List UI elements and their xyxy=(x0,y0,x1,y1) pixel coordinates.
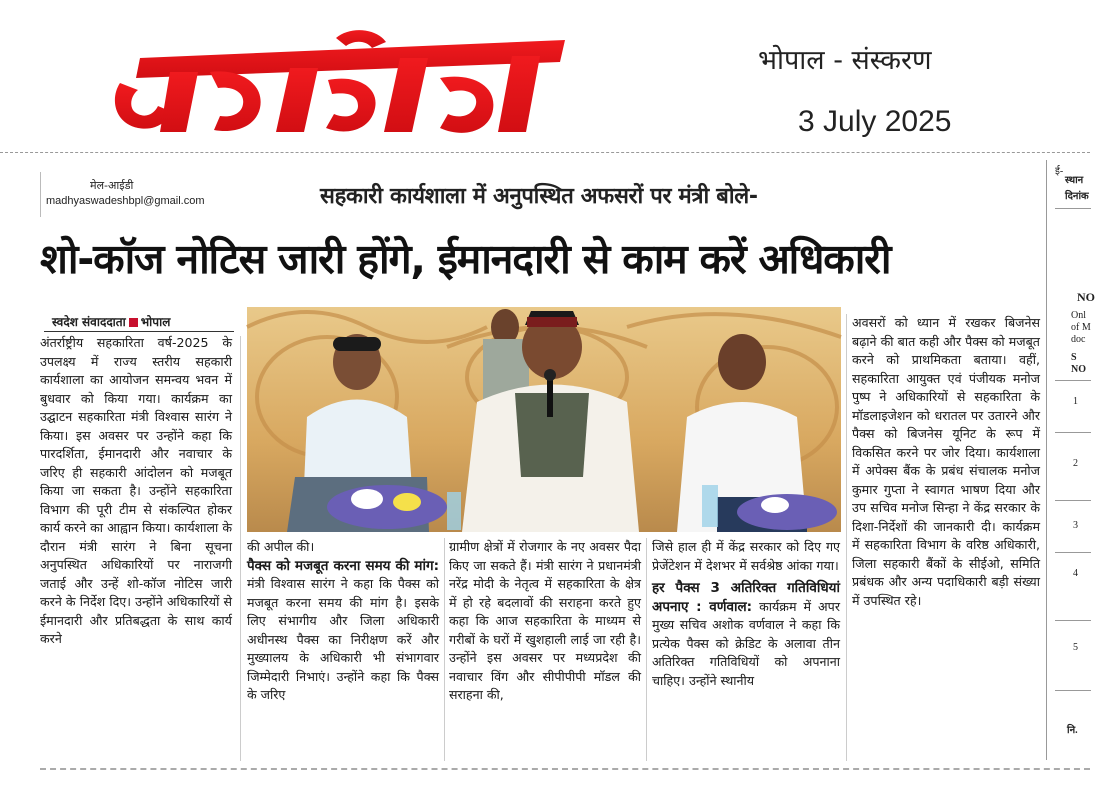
email-box-border xyxy=(40,172,41,217)
article-column-5 xyxy=(852,314,1040,610)
notice-line: Onl xyxy=(1071,310,1086,321)
article-kicker: सहकारी कार्यशाला में अनुपस्थित अफसरों पर मंत्री बोले- xyxy=(320,184,758,209)
article-column-2 xyxy=(247,538,439,705)
notice-ticker: ई- xyxy=(1055,166,1064,177)
byline-name: स्वदेश संवाददाता xyxy=(52,315,126,329)
column-divider xyxy=(240,336,241,761)
column-2-lead: की अपील की। xyxy=(247,539,315,554)
bottom-cut-line xyxy=(40,768,1090,774)
column-1-text: अंतर्राष्ट्रीय सहकारिता वर्ष-2025 के उपलक्ष्य में राज्य स्तरीय सहकारी कार्यशाला का आयोजन समन्वय भवन में बुधवार को किया गया। कार्यक्रम का उद्घाटन सहकारिता मंत्री विश्वास सारंग ने किया। इस अवसर पर उन्होंने कहा कि पारदर्शिता, ईमानदारी और नवाचार के जरिए ही सहकारी आंदोलन को मजबूत किया जा सकता है। उन्होंने सहकारिता विभाग की पूरी टीम से संकल्पित होकर कार्य करने का आह्वान किया। कार्यशाला के दौरान मंत्री सारंग ने बिना सूचना अनुपस्थित अधिकारियों पर नाराजगी जताई और उन्हें शो-कॉज नोटिस जारी करने के निर्देश दिए। उन्होंने अधिकारियों से ईमानदारी और प्रतिबद्धता के साथ कार्य करने xyxy=(40,335,232,646)
article-photo xyxy=(247,307,841,532)
table-row-number: 3 xyxy=(1073,520,1078,531)
byline xyxy=(52,313,170,330)
article-column-3 xyxy=(449,538,641,705)
column-2-text: मंत्री विश्वास सारंग ने कहा कि पैक्स को मजबूत करना समय की मांग है। इसके लिए संभागीय और जिला अधिकारी अधीनस्थ पैक्स का निरीक्षण करें और मुख्यालय के अधिकारी भी संभागवार जिम्मेदारी निभाएं। उन्होंने कहा कि पैक्स के जरिए xyxy=(247,576,439,702)
byline-square-icon xyxy=(129,318,138,327)
table-row-number: 5 xyxy=(1073,642,1078,653)
notice-date: दिनांक xyxy=(1065,191,1089,202)
column-5-text: अवसरों को ध्यान में रखकर बिजनेस बढ़ाने की बात कही और पैक्स को मजबूत करने को प्राथमिकता बताया। वहीं, सहकारिता आयुक्त एवं पंजीयक मनोज पुष्प ने अधिकारियों से सहकारिता के मॉडलाइजेशन को धरातल पर उतारने और पैक्स को बिजनेस यूनिट के रूप में विकसित करने पर जोर दिया। कार्यशाला में अपेक्स बैंक के प्रबंध संचालक मनोज कुमार गुप्ता ने स्वागत भाषण दिया और उप सचिव मनोज सिन्हा ने केंद्र सरकार के दिशा-निर्देशों की जानकारी दी। कार्यक्रम में सहकारिता विभाग के वरिष्ठ अधिकारी, जिला सहकारी बैंकों के सीईओ, समिति प्रबंधक और अन्य पदाधिकारी बड़ी संख्या में उपस्थित रहे। xyxy=(852,315,1040,608)
column-2-subheading: पैक्स को मजबूत करना समय की मांग: xyxy=(247,557,439,574)
table-header: NO xyxy=(1071,364,1086,375)
column-4-text: कार्यक्रम में अपर मुख्य सचिव अशोक वर्णवाल ने कहा कि प्रत्येक पैक्स को क्रेडिट के अलावा तीन अतिरिक्त गतिविधियों को अपनाना चाहिए। उन्होंने स्थानीय xyxy=(652,598,840,688)
article-headline: शो-कॉज नोटिस जारी होंगे, ईमानदारी से काम करें अधिकारी xyxy=(40,235,891,283)
column-4-subheading: हर पैक्स 3 अतिरिक्त गतिविधियां अपनाए : वर्णवाल: xyxy=(652,580,840,615)
table-row-number: 4 xyxy=(1073,568,1078,579)
email-address[interactable]: madhyaswadeshbpl@gmail.com xyxy=(46,195,205,207)
column-4-lead: जिसे हाल ही में केंद्र सरकार को दिए गए प्रेजेंटेशन में देशभर में सर्वश्रेष्ठ आंका गया। xyxy=(652,539,840,573)
notice-heading: NO xyxy=(1077,290,1095,304)
column-divider xyxy=(846,314,847,761)
column-divider xyxy=(444,538,445,761)
email-label: मेल-आईडी xyxy=(90,179,134,192)
adjacent-notice-column xyxy=(1046,160,1095,760)
masthead xyxy=(0,0,1090,150)
notice-line: doc xyxy=(1071,334,1086,345)
table-header: S xyxy=(1071,352,1077,363)
event-photo-illustration xyxy=(247,307,841,532)
edition-label: भोपाल - संस्करण xyxy=(758,45,932,76)
notice-line: of M xyxy=(1071,322,1091,333)
byline-rule xyxy=(44,331,234,332)
article-column-1 xyxy=(40,334,232,649)
article-column-4 xyxy=(652,538,840,690)
swadesh-logo xyxy=(100,28,570,143)
table-row-number: 1 xyxy=(1073,396,1078,407)
byline-place: भोपाल xyxy=(140,315,171,329)
notice-footer: नि. xyxy=(1067,725,1078,736)
issue-date: 3 July 2025 xyxy=(798,105,952,138)
column-3-text: ग्रामीण क्षेत्रों में रोजगार के नए अवसर पैदा किए जा सकते हैं। मंत्री सारंग ने प्रधानमंत्री नरेंद्र मोदी के नेतृत्व में सहकारिता के क्षेत्र में हो रहे बदलावों की सराहना करते हुए कहा कि आज सहकारिता के माध्यम से गरीबों के घरों में खुशहाली लाई जा रही है। उन्होंने इस अवसर पर मध्यप्रदेश की नवाचार विंग और सीपीपीपी मॉडल की सराहना की, xyxy=(449,539,641,702)
page-divider xyxy=(0,152,1090,154)
table-row-number: 2 xyxy=(1073,458,1078,469)
column-divider xyxy=(646,538,647,761)
notice-place: स्थान xyxy=(1065,175,1084,186)
